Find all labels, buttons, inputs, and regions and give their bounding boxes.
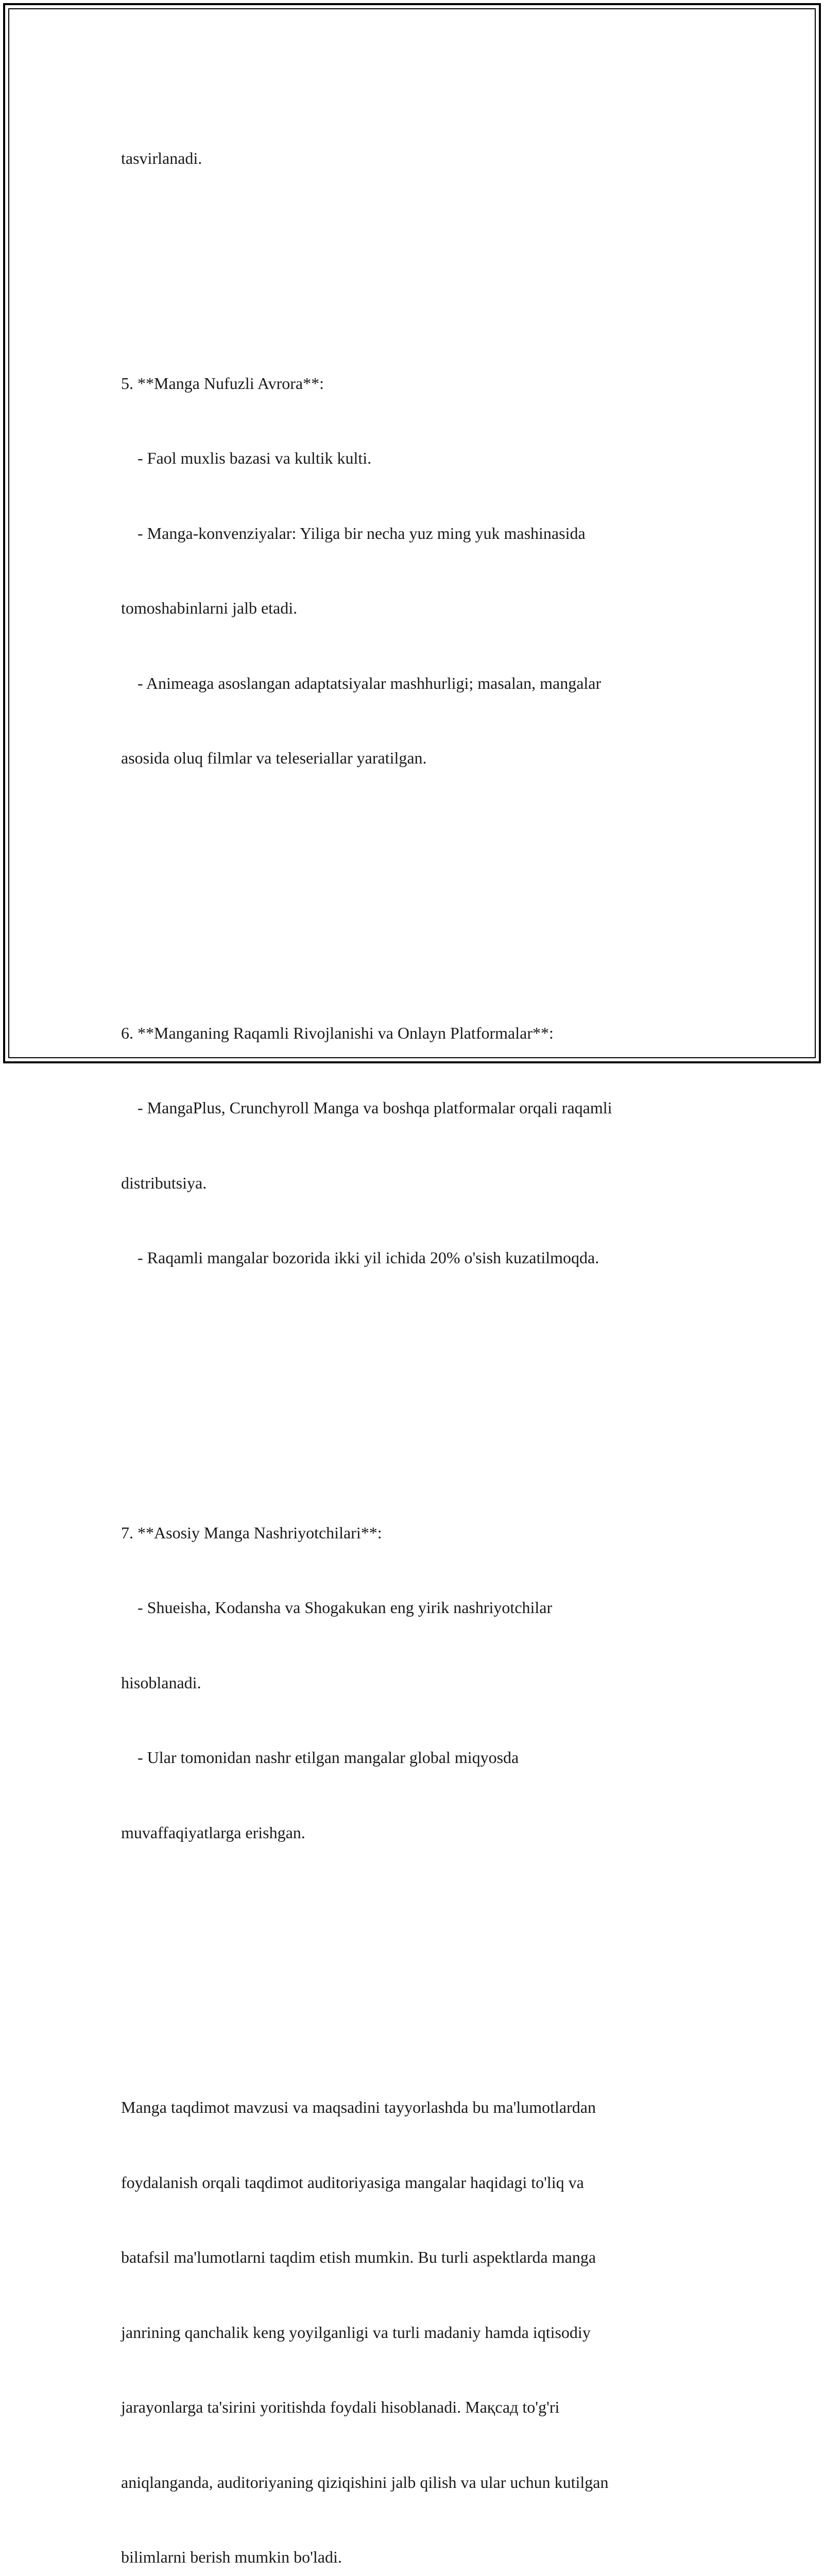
section-heading: 6. **Manganing Raqamli Rivojlanishi va Onlayn Platformalar**: <box>121 1023 554 1042</box>
section-6 <box>121 971 698 1320</box>
section-line: hisoblanadi. <box>121 1673 201 1692</box>
conclusion-line: janrining qanchalik keng yoyilganligi va turli madaniy hamda iqtisodiy <box>121 2323 591 2342</box>
section-line: - Raqamli mangalar bozorida ikki yil ichida 20% o'sish kuzatilmoqda. <box>121 1248 599 1267</box>
paragraph-gap <box>121 871 698 896</box>
conclusion-line: batafsil ma'lumotlarni taqdim etish mumkin. Bu turli aspektlarda manga <box>121 2248 596 2266</box>
section-line: - MangaPlus, Crunchyroll Manga va boshqa platformalar orqali raqamli <box>121 1098 612 1117</box>
section-heading: 7. **Asosiy Manga Nashriyotchilari**: <box>121 1523 382 1542</box>
section-5 <box>121 321 698 821</box>
section-line: - Faol muxlis bazasi va kultik kulti. <box>121 449 372 467</box>
conclusion-line: Manga taqdimot mavzusi va maqsadini tayyorlashda bu ma'lumotlardan <box>121 2098 596 2116</box>
continuation-line: tasvirlanadi. <box>121 149 202 167</box>
section-line: - Ular tomonidan nashr etilgan mangalar global miqyosda <box>121 1748 519 1767</box>
section-line: - Animeaga asoslangan adaptatsiyalar mashhurligi; masalan, mangalar <box>121 673 602 692</box>
document-body <box>121 96 698 2576</box>
conclusion-paragraph <box>121 2045 698 2576</box>
section-line: tomoshabinlarni jalb etadi. <box>121 599 298 617</box>
conclusion-line: bilimlarni berish mumkin bo'ladi. <box>121 2548 342 2566</box>
paragraph-gap <box>121 1370 698 1396</box>
section-heading: 5. **Manga Nufuzli Avrora**: <box>121 374 324 393</box>
section-line: - Manga-konvenziyalar: Yiliga bir necha yuz ming yuk mashinasida <box>121 523 586 543</box>
section-line: - Shueisha, Kodansha va Shogakukan eng yirik nashriyotchilar <box>121 1598 553 1617</box>
paragraph-gap <box>121 1945 698 1970</box>
conclusion-line: jarayonlarga ta'sirini yoritishda foydali hisoblanadi. Мақсад to'g'ri <box>121 2398 560 2416</box>
section-7 <box>121 1470 698 1895</box>
section-line: muvaffaqiyatlarga erishgan. <box>121 1823 305 1842</box>
section-line: asosida oluq filmlar va teleseriallar yaratilgan. <box>121 749 427 767</box>
conclusion-line: foydalanish orqali taqdimot auditoriyasiga mangalar haqidagi to'liq va <box>121 2173 584 2192</box>
section-line: distributsiya. <box>121 1173 207 1192</box>
conclusion-line: aniqlanganda, auditoriyaning qiziqishini jalb qilish va ular uchun kutilgan <box>121 2472 609 2492</box>
paragraph-gap <box>121 221 698 246</box>
